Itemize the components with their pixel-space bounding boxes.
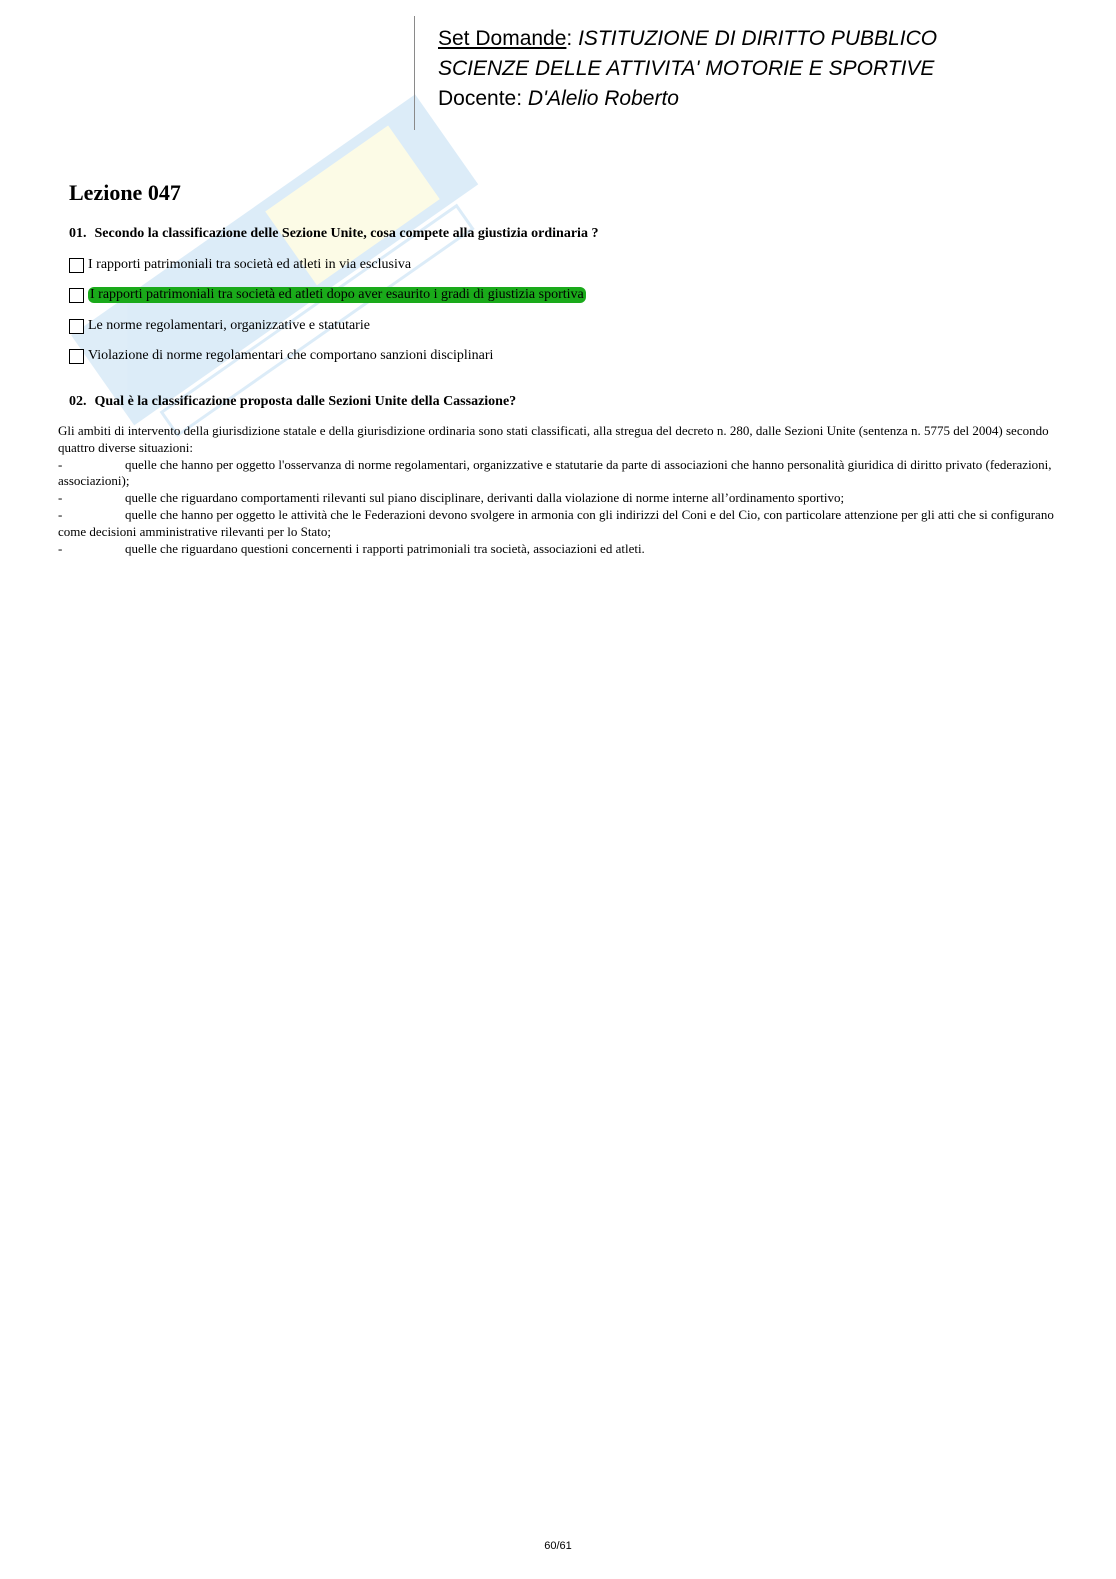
answer-text-highlighted: I rapporti patrimoniali tra società ed atleti dopo aver esaurito i gradi di giustizia sportiva [90,287,584,302]
answer-checkbox[interactable] [69,258,84,273]
answer-checkbox[interactable] [69,349,84,364]
question-2-number: 02. [69,394,87,409]
bullet-marker: - [58,506,63,522]
docente-label: Docente: [438,87,528,110]
question-1-number: 01. [69,226,87,241]
answer-option-2[interactable] [69,285,586,305]
bullet-text: quelle che riguardano questioni concernenti i rapporti patrimoniali tra società, associazioni ed atleti. [125,540,645,556]
set-separator: : [566,27,579,50]
question-1-text: Secondo la classificazione delle Sezione Unite, cosa compete alla giustizia ordinaria ? [94,226,599,241]
bullet-marker: - [58,490,63,506]
answer-text: Violazione di norme regolamentari che comportano sanzioni disciplinari [88,348,494,363]
answer-option-4[interactable] [69,346,493,366]
bullet-item-4 [58,541,1064,558]
docente-name: D'Alelio Roberto [527,87,679,110]
answer-checkbox[interactable] [69,288,84,303]
bullet-item-3 [58,507,1064,541]
page-number: 60/61 [544,1540,572,1552]
header-divider [414,16,415,130]
answer-checkbox[interactable] [69,319,84,334]
bullet-item-1 [58,457,1064,491]
course-name: ISTITUZIONE DI DIRITTO PUBBLICO [578,27,938,50]
question-1 [69,226,598,242]
answer-text: I rapporti patrimoniali tra società ed atleti in via esclusiva [88,257,412,272]
question-2-text: Qual è la classificazione proposta dalle Sezioni Unite della Cassazione? [94,394,517,409]
bullet-text: quelle che riguardano comportamenti rilevanti sul piano disciplinare, derivanti dalla violazione di norme interne all’ordinamento sportivo; [125,490,845,506]
answer-intro: Gli ambiti di intervento della giurisdizione statale e della giurisdizione ordinaria sono stati classificati, alla stregua del decreto n. 280, dalle Sezioni Unite (sentenza n. 5775 del 2004) secondo quattro diverse situazioni: [58,423,1049,455]
bullet-marker: - [58,540,63,556]
document-header [438,24,937,114]
answer-text: Le norme regolamentari, organizzative e statutarie [88,318,370,333]
lesson-title: Lezione 047 [69,180,181,205]
skuola-watermark-logo [20,60,540,440]
header-line-course [438,24,937,54]
bullet-text: quelle che hanno per oggetto le attività che le Federazioni devono svolgere in armonia con gli indirizzi del Coni e del Cio, con particolare attenzione per gli atti che si configurano come decisioni amministrative rilevanti per lo Stato; [58,506,1054,539]
bullet-item-2 [58,490,1064,507]
header-line-docente [438,84,937,114]
bullet-text: quelle che hanno per oggetto l'osservanza di norme regolamentari, organizzative e statutarie da parte di associazioni che hanno personalità giuridica di diritto privato (federazioni, associazioni); [58,456,1052,489]
answer-option-1[interactable] [69,255,411,275]
question-2 [69,394,516,410]
bullet-marker: - [58,456,63,472]
set-label: Set Domande [438,27,567,50]
question-2-answer-body [58,423,1064,557]
answer-option-3[interactable] [69,316,370,336]
faculty-name: SCIENZE DELLE ATTIVITA' MOTORIE E SPORTIVE [438,57,935,80]
